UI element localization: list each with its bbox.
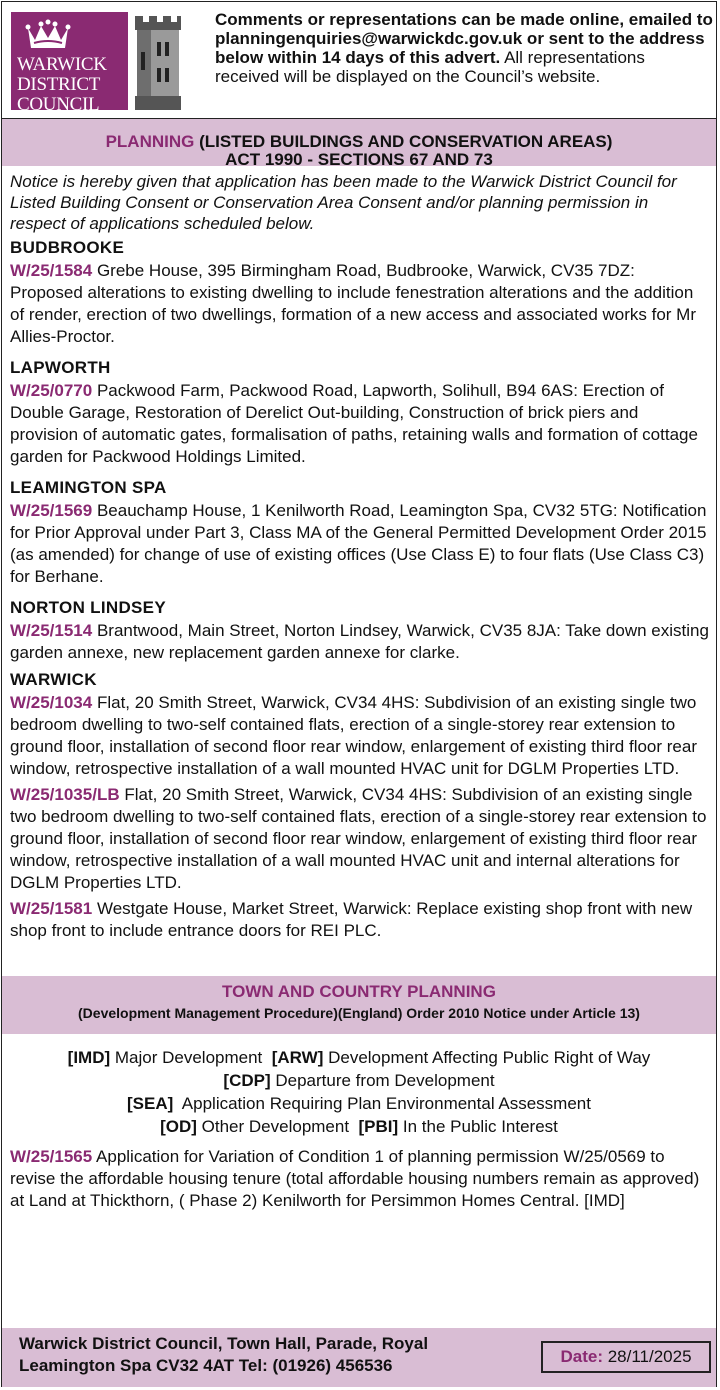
- application-entry: [10, 1146, 709, 1212]
- application-entry: [10, 692, 709, 780]
- application-entry: [10, 898, 709, 942]
- header: [2, 2, 716, 118]
- code-legend: [2, 1046, 716, 1138]
- application-entry: [10, 620, 709, 664]
- section-leamington-spa: [2, 477, 716, 588]
- heading-line2: ACT 1990 - SECTIONS 67 AND 73: [225, 150, 493, 169]
- planning-notice: [1, 1, 717, 1387]
- footer: [2, 1328, 716, 1387]
- heading-rest: (LISTED BUILDINGS AND CONSERVATION AREAS): [194, 132, 613, 151]
- application-text: Flat, 20 Smith Street, Warwick, CV34 4HS: Subdivision of an existing single two bedroom dwelling to two-self contained flats, erection of a single-storey rear extension to ground floor, installation of second floor rear window, enlargement of existing third floor rear window, retrospective installation of a wall mounted HVAC unit for DGLM Properties LTD.: [10, 693, 697, 778]
- logo-text: [17, 55, 107, 115]
- code-label: Major Development: [110, 1048, 272, 1067]
- heading-keyword: PLANNING: [105, 132, 195, 151]
- intro-rest: All representations received will be displayed on the Council’s website.: [215, 48, 645, 86]
- application-text: Beauchamp House, 1 Kenilworth Road, Leamington Spa, CV32 5TG: Notification for Prior Approval under Part 3, Class MA of the General Permitted Development Order 2015 (as amended) for change of use of existing offices (Use Class E) to four flats (Use Class C3) for Berhane.: [10, 501, 707, 586]
- place-heading: WARWICK: [10, 670, 97, 689]
- application-ref: W/25/1035/LB: [10, 785, 120, 804]
- logo-line: DISTRICT: [17, 74, 101, 95]
- application-ref: W/25/1565: [10, 1147, 93, 1166]
- code-abbrev: [PBI]: [358, 1117, 399, 1136]
- address-line: Warwick District Council, Town Hall, Parade, Royal: [19, 1334, 429, 1353]
- application-entry: [10, 784, 709, 894]
- application-text: Grebe House, 395 Birmingham Road, Budbrooke, Warwick, CV35 7DZ: Proposed alterations to existing dwelling to include fenestration alterations and the addition of render, erection of two dwellings, formation of a new access and associated works for Mr Allies-Proctor.: [10, 261, 696, 346]
- castle-tower-icon: [129, 12, 185, 110]
- code-row: [2, 1069, 716, 1092]
- tcp-subtitle: (Development Management Procedure)(England) Order 2010 Notice under Article 13): [78, 1005, 640, 1021]
- application-ref: W/25/1034: [10, 693, 93, 712]
- place-heading: LAPWORTH: [10, 358, 111, 377]
- application-entry: [10, 500, 709, 588]
- place-heading: LEAMINGTON SPA: [10, 478, 167, 497]
- code-abbrev: [IMD]: [67, 1048, 111, 1067]
- code-row: [2, 1046, 716, 1069]
- code-abbrev: [CDP]: [223, 1071, 271, 1090]
- application-text: Westgate House, Market Street, Warwick: Replace existing shop front with new shop front to include entrance doors for REI PLC.: [10, 899, 693, 940]
- notice-text: Notice is hereby given that application has been made to the Warwick District Council for Listed Building Consent or Conservation Area Consent and/or planning permission in respect of applications scheduled below.: [10, 172, 677, 233]
- date-value: 28/11/2025: [602, 1347, 692, 1366]
- logo-line: WARWICK: [17, 54, 107, 75]
- application-ref: W/25/1514: [10, 621, 93, 640]
- application-text: Packwood Farm, Packwood Road, Lapworth, Solihull, B94 6AS: Erection of Double Garage, Restoration of Derelict Out-building, Construction of brick piers and provision of automatic gates, formalisation of paths, retaining walls and formation of cottage garden for Packwood Holdings Limited.: [10, 381, 698, 466]
- application-text: Flat, 20 Smith Street, Warwick, CV34 4HS: Subdivision of an existing single two bedroom dwelling to two-self contained flats, erection of a single-storey rear extension to ground floor, installation of second floor rear window, enlargement of existing third floor rear window, retrospective installation of a wall mounted HVAC unit and internal alterations for DGLM Properties LTD.: [10, 785, 707, 892]
- section-tcp-application: [2, 1146, 716, 1212]
- intro-text: [215, 10, 713, 86]
- application-entry: [10, 380, 709, 468]
- application-ref: W/25/0770: [10, 381, 93, 400]
- section-budbrooke: [2, 237, 716, 348]
- logo-line: COUNCIL: [17, 94, 100, 115]
- tcp-title: TOWN AND COUNTRY PLANNING: [222, 982, 496, 1001]
- code-row: [2, 1092, 716, 1115]
- code-abbrev: [SEA]: [127, 1094, 174, 1113]
- place-heading: BUDBROOKE: [10, 238, 125, 257]
- section-lapworth: [2, 357, 716, 468]
- council-logo: [11, 12, 128, 115]
- code-label: Departure from Development: [270, 1071, 495, 1090]
- application-ref: W/25/1584: [10, 261, 93, 280]
- application-text: Application for Variation of Condition 1 of planning permission W/25/0569 to revise the affordable housing tenure (total affordable housing numbers remain as approved) at Land at Thickthorn, ( Phase 2) Kenilworth for Persimmon Homes Central. [IMD]: [10, 1147, 700, 1210]
- section-warwick: [2, 669, 716, 942]
- application-ref: W/25/1581: [10, 899, 93, 918]
- crown-icon: [25, 18, 71, 52]
- date-box: [541, 1341, 711, 1373]
- code-label: Other Development: [196, 1117, 359, 1136]
- code-row: [2, 1115, 716, 1138]
- application-text: Brantwood, Main Street, Norton Lindsey, Warwick, CV35 8JA: Take down existing garden annexe, new replacement garden annexe for clarke.: [10, 621, 709, 662]
- intro-bold: Comments or representations can be made online, emailed to planningenquiries@warwickdc.gov.uk or sent to the address below within 14 days of this advert.: [215, 10, 713, 67]
- code-abbrev: [OD]: [160, 1117, 197, 1136]
- council-address: [19, 1333, 428, 1377]
- town-country-planning-heading: [2, 976, 716, 1034]
- code-label: In the Public Interest: [398, 1117, 558, 1136]
- application-entry: [10, 260, 709, 348]
- address-line: Leamington Spa CV32 4AT Tel: (01926) 456536: [19, 1356, 393, 1375]
- code-abbrev: [ARW]: [271, 1048, 324, 1067]
- application-ref: W/25/1569: [10, 501, 93, 520]
- section-norton-lindsey: [2, 597, 716, 664]
- code-label: Development Affecting Public Right of Way: [323, 1048, 651, 1067]
- code-label: Application Requiring Plan Environmental Assessment: [173, 1094, 591, 1113]
- listed-buildings-heading: [2, 118, 716, 169]
- place-heading: NORTON LINDSEY: [10, 598, 166, 617]
- date-label: Date:: [560, 1347, 603, 1366]
